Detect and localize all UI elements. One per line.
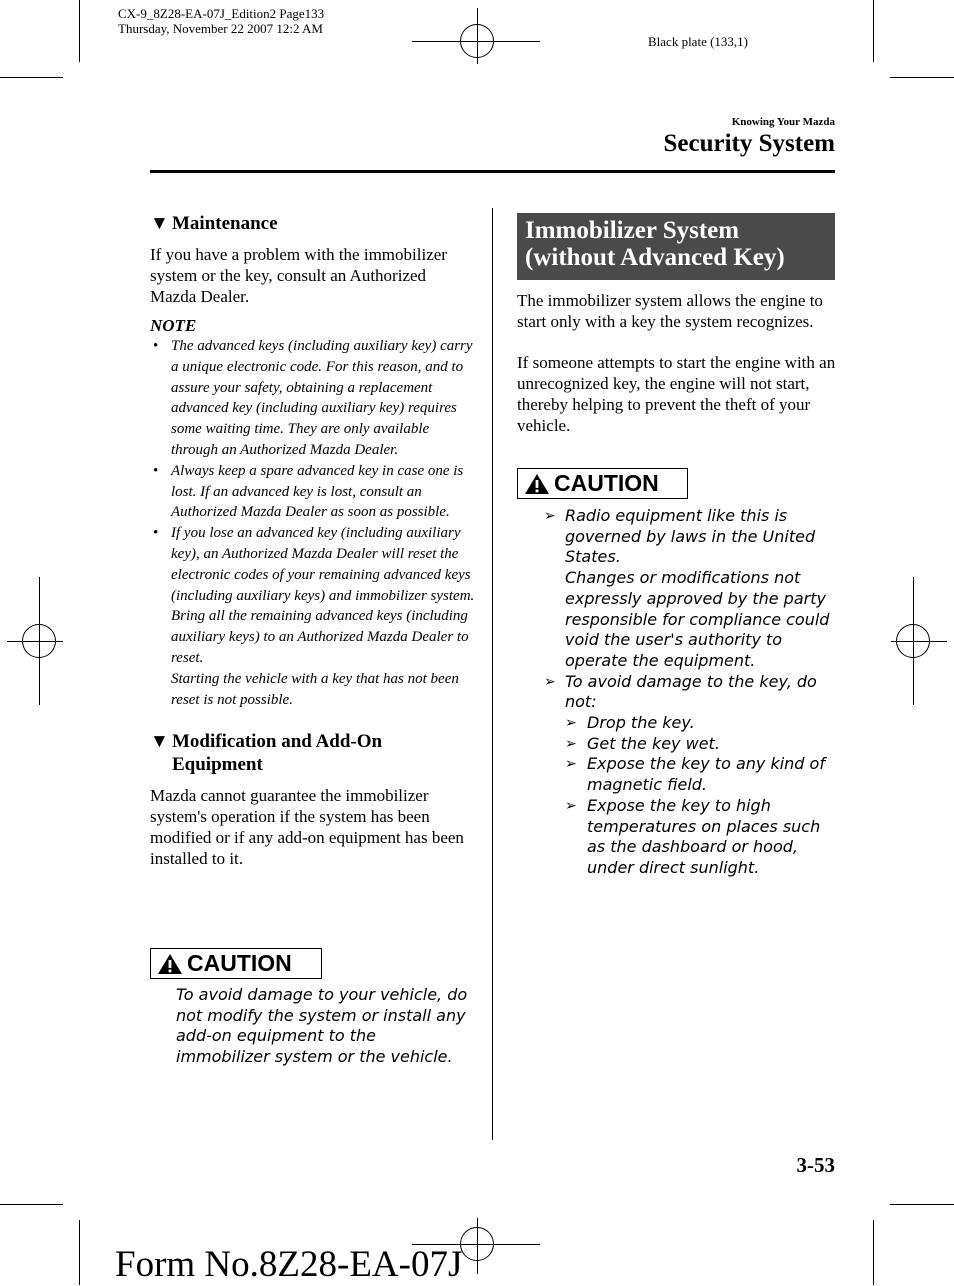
list-item: ➢ Get the key wet. xyxy=(565,733,720,753)
list-item: ➢ Expose the key to any kind of magnetic field. xyxy=(565,754,825,795)
maintenance-body: If you have a problem with the immobilizer system or the key, consult an Authorized Mazda Dealer. xyxy=(150,245,447,306)
print-header-line1: CX-9_8Z28-EA-07J_Edition2 Page133 xyxy=(118,6,325,21)
triangle-down-icon: ▼ xyxy=(150,213,169,234)
maintenance-title: Maintenance xyxy=(172,213,278,234)
list-item: ➢ Drop the key. xyxy=(565,713,695,733)
modification-title-line2: Equipment xyxy=(172,754,263,776)
caution-list xyxy=(544,506,836,879)
form-number: Form No.8Z28-EA-07J xyxy=(115,1244,463,1285)
caution-item1-extra: Changes or modifications not expressly approved by the party responsible for compliance could void the user's authority to operate the equipment. xyxy=(565,568,830,670)
note-label: NOTE xyxy=(150,316,197,335)
modification-body: Mazda cannot guarantee the immobilizer system's operation if the system has been modified or if any add-on equipment has been installed to it. xyxy=(150,786,464,869)
list-item: • Always keep a spare advanced key in case one is lost. If an advanced key is lost, consult an Authorized Mazda Dealer as soon as possible. xyxy=(153,462,464,521)
arrow-bullet-icon: ➢ xyxy=(565,797,577,814)
caution-label: CAUTION xyxy=(554,470,659,496)
sub-list xyxy=(565,713,836,879)
arrow-bullet-icon: ➢ xyxy=(544,508,556,524)
modification-title-line1: Modification and Add-On xyxy=(172,731,383,753)
list-item: • The advanced keys (including auxiliary key) carry a unique electronic code. For this reason, and to assure your safety, obtaining a replacement advanced key (including auxiliary key) requires some waiting time. They are only available through an Authorized Mazda Dealer. xyxy=(153,338,473,458)
immobilizer-banner xyxy=(517,213,835,280)
note-list xyxy=(150,336,475,710)
maintenance-heading xyxy=(150,212,475,235)
list-item: ➢ Radio equipment like this is governed by laws in the United States. Changes or modifications not expressly approved by the party responsible for compliance could void the user's authority to operate the equipment. xyxy=(544,506,830,670)
caution-box-left xyxy=(150,948,322,979)
print-header-line2: Thursday, November 22 2007 12:2 AM xyxy=(118,21,323,36)
arrow-bullet-icon: ➢ xyxy=(544,673,556,690)
right-column xyxy=(517,290,837,436)
section-label: Knowing Your Mazda xyxy=(731,116,835,128)
column-divider xyxy=(492,208,493,1140)
plate-label: Black plate (133,1) xyxy=(648,34,748,49)
arrow-bullet-icon: ➢ xyxy=(565,756,577,773)
list-item: • If you lose an advanced key (including auxiliary key), an Authorized Mazda Dealer will reset the electronic codes of your remaining advanced keys (including auxiliary keys) and immobilizer system. Bring all the remaining advanced keys (including auxiliary keys) to an Authorized Mazda Dealer to reset. Starting the vehicle with a key that has not been reset is not possible. xyxy=(153,525,475,708)
banner-line1: Immobilizer System xyxy=(525,217,740,244)
banner-line2: (without Advanced Key) xyxy=(525,244,785,271)
modification-heading xyxy=(150,730,475,776)
header-rule xyxy=(150,170,835,173)
page-title: Security System xyxy=(663,130,835,157)
caution-label: CAUTION xyxy=(187,950,292,976)
immobilizer-para1: The immobilizer system allows the engine to start only with a key the system recognizes. xyxy=(517,291,823,331)
list-item: ➢ Expose the key to high temperatures on places such as the dashboard or hood, under direct sunlight. xyxy=(565,795,821,877)
arrow-bullet-icon: ➢ xyxy=(565,715,577,732)
caution-text-left: To avoid damage to your vehicle, do not modify the system or install any add-on equipment to the immobilizer system or the vehicle. xyxy=(176,985,468,1067)
warning-triangle-icon xyxy=(524,473,550,495)
immobilizer-para2: If someone attempts to start the engine with an unrecognized key, the engine will not start, thereby helping to prevent the theft of your vehicle. xyxy=(517,353,836,435)
warning-triangle-icon xyxy=(157,953,183,975)
note-extra: Starting the vehicle with a key that has not been reset is not possible. xyxy=(171,670,459,708)
list-item: ➢ To avoid damage to the key, do not: ➢ Drop the key. ➢ Get the key wet. ➢ Expose the key to any kind of magnetic field. ➢ Expose the key to high temperatures on places such as the dashboard or hood, under direct sunlight. xyxy=(544,672,836,879)
page-number: 3-53 xyxy=(796,1153,835,1177)
caution-text-right xyxy=(544,506,836,879)
left-column xyxy=(150,212,475,869)
caution-box-right xyxy=(517,468,688,499)
triangle-down-icon: ▼ xyxy=(150,731,169,753)
arrow-bullet-icon: ➢ xyxy=(565,735,577,752)
print-header xyxy=(118,6,324,36)
